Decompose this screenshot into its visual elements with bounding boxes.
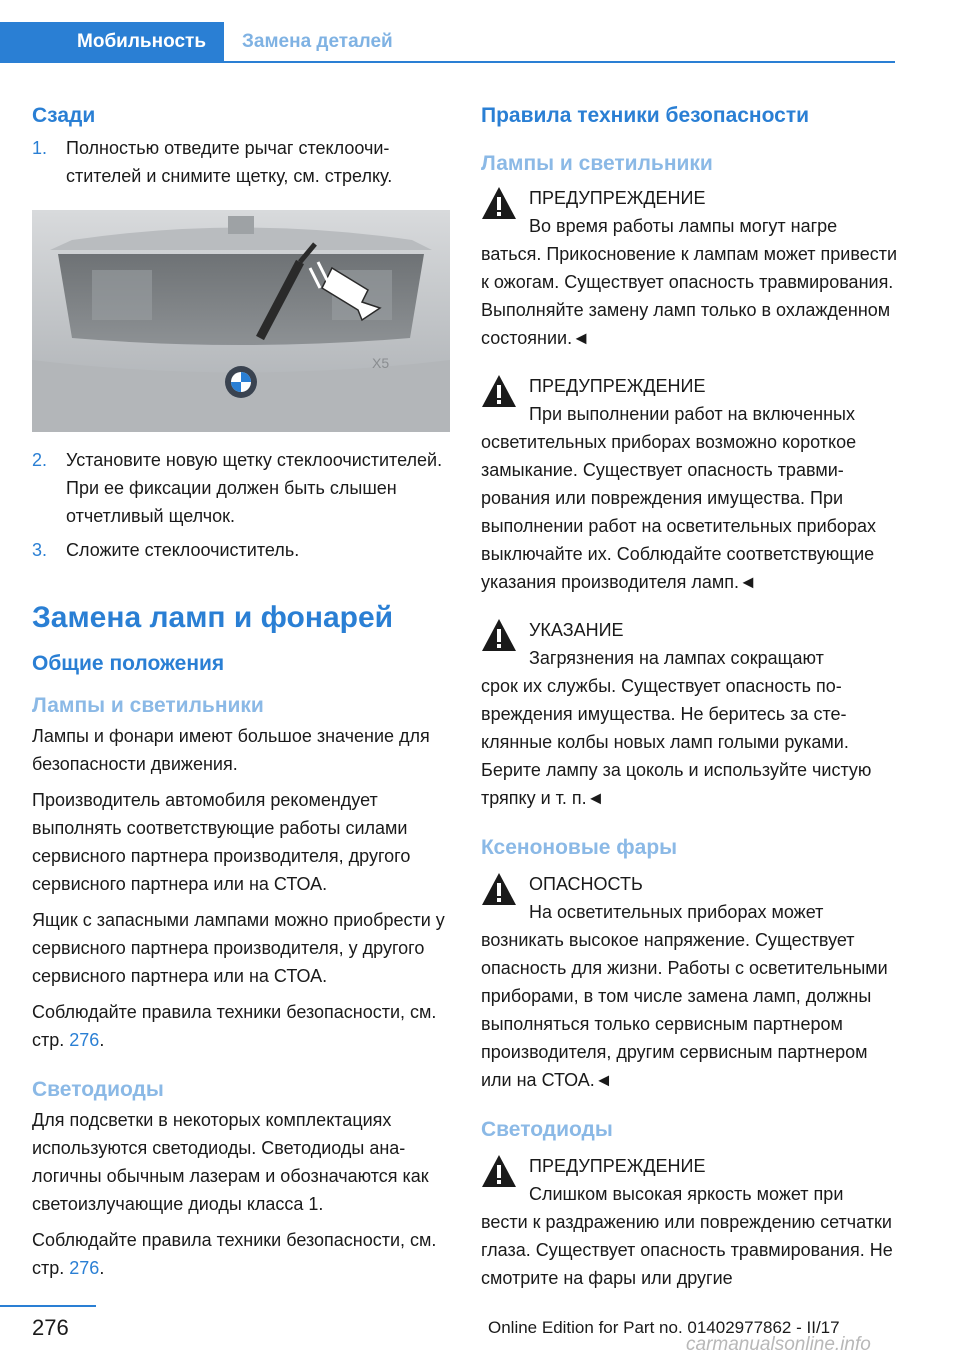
warning-triangle-icon [481, 618, 517, 652]
paragraph: Лампы и фонари имеют большое значение для безопасности движения. [32, 726, 430, 774]
tab-mobility[interactable]: Мобильность [0, 22, 224, 62]
step-text: Сложите стеклоочиститель. [66, 540, 300, 560]
paragraph: Соблюдайте правила техники безопасности, см. стр. 276. [32, 1002, 437, 1050]
step-number: 3. [32, 540, 48, 560]
danger-block [481, 870, 899, 1094]
warning-triangle-icon [481, 1154, 517, 1188]
note-label: УКАЗАНИЕ [529, 620, 624, 640]
warning-text: ваться. Прикосновение к лампам может привести к ожогам. Существует опасность травмирования. Выполняйте замену ламп только в охлажденном состоянии.◄ [481, 244, 898, 348]
edition-info: Online Edition for Part no. 01402977862 - II/17 [488, 1318, 840, 1337]
warning-label: ПРЕДУПРЕЖДЕНИЕ [529, 376, 706, 396]
warning-block [481, 184, 899, 352]
warning-text: Слишком высокая яркость может при [529, 1184, 844, 1204]
danger-text: На осветительных приборах может [529, 902, 824, 922]
warning-text: вести к раздражению или повреждению сетчатки глаза. Существует опасность травмирования. Не смотрите на фары или другие [481, 1212, 893, 1288]
right-column [481, 100, 899, 1292]
footer-divider [0, 1305, 96, 1307]
watermark: carmanualsonline.info [686, 1334, 871, 1355]
warning-triangle-icon [481, 374, 517, 408]
page-link[interactable]: 276 [69, 1258, 100, 1278]
paragraph: Для подсветки в некоторых комплектациях используются светодиоды. Светодиоды аналогичны обычным лазерам и обозначаются как светоизлучающие диоды класса 1. [32, 1110, 429, 1214]
heading-rear: Сзади [32, 104, 96, 127]
header-divider [0, 61, 895, 63]
step-text: Полностью отведите рычаг стеклоочистителей и снимите щетку, см. стрелку. [66, 138, 393, 186]
danger-label: ОПАСНОСТЬ [529, 874, 643, 894]
warning-label: ПРЕДУПРЕЖДЕНИЕ [529, 188, 706, 208]
warning-text: При выполнении работ на включенных [529, 404, 855, 424]
paragraph: Ящик с запасными лампами можно приобрести у сервисного партнера производителя, у другого сервисного партнера или на СТОА. [32, 910, 445, 986]
note-text: срок их службы. Существует опасность повреждения имущества. Не беритесь за стеклянные колбы новых ламп голыми руками. Берите лампу за цоколь и используйте чистую тряпку и т. п.◄ [481, 676, 872, 808]
warning-block [481, 1152, 899, 1292]
step-text: Установите новую щетку стеклоочистителей. При ее фиксации должен быть слышен отчетливый щелчок. [66, 450, 443, 526]
tab-parts-replacement[interactable]: Замена деталей [242, 31, 393, 52]
subheading-lamps: Лампы и светильники [32, 694, 264, 717]
page-link[interactable]: 276 [69, 1030, 100, 1050]
subheading-led: Светодиоды [32, 1078, 164, 1101]
step-item [32, 536, 450, 564]
warning-triangle-icon [481, 872, 517, 906]
rear-wiper-photo [32, 210, 450, 432]
paragraph-text: Соблюдайте правила техники безопасности, см. стр. [32, 1230, 437, 1278]
warning-triangle-icon [481, 186, 517, 220]
page-number: 276 [32, 1315, 69, 1340]
danger-text: возникать высокое напряжение. Существует опасность для жизни. Работы с осветительными приборами, в том числе замена ламп, должны выполняться только сервисным партнером производителя, другим сервисным партнером или на СТОА.◄ [481, 930, 888, 1090]
subheading-led: Светодиоды [481, 1118, 613, 1141]
left-column [32, 100, 450, 1282]
warning-label: ПРЕДУПРЕЖДЕНИЕ [529, 1156, 706, 1176]
section-title: Замена ламп и фонарей [32, 601, 394, 634]
warning-block [481, 372, 899, 596]
warning-text: Во время работы лампы могут нагре [529, 216, 838, 236]
warning-text: осветительных приборах возможно короткое замыкание. Существует опасность травмирования или повреждения имущества. При выполнении работ на осветительных приборах выключайте их. Соблюдайте соответствующие указания производителя ламп.◄ [481, 432, 876, 592]
safety-title: Правила техники безопасности [481, 104, 810, 127]
subheading-lamps: Лампы и светильники [481, 152, 713, 175]
paragraph: Производитель автомобиля рекомендует выполнять соответствующие работы силами сервисного партнера производителя, другого сервисного партнера или на СТОА. [32, 790, 411, 894]
svg-text:X5: X5 [372, 355, 390, 371]
step-item [32, 134, 450, 190]
car-rear-illustration [32, 210, 450, 432]
step-number: 1. [32, 138, 48, 158]
paragraph: Соблюдайте правила техники безопасности, см. стр. 276. [32, 1230, 437, 1278]
step-number: 2. [32, 450, 48, 470]
subheading-general: Общие положения [32, 652, 225, 675]
step-item [32, 446, 450, 530]
note-text: Загрязнения на лампах сокращают [529, 648, 824, 668]
note-block [481, 616, 899, 812]
paragraph-text: Соблюдайте правила техники безопасности, см. стр. [32, 1002, 437, 1050]
subheading-xenon: Ксеноновые фары [481, 836, 678, 859]
